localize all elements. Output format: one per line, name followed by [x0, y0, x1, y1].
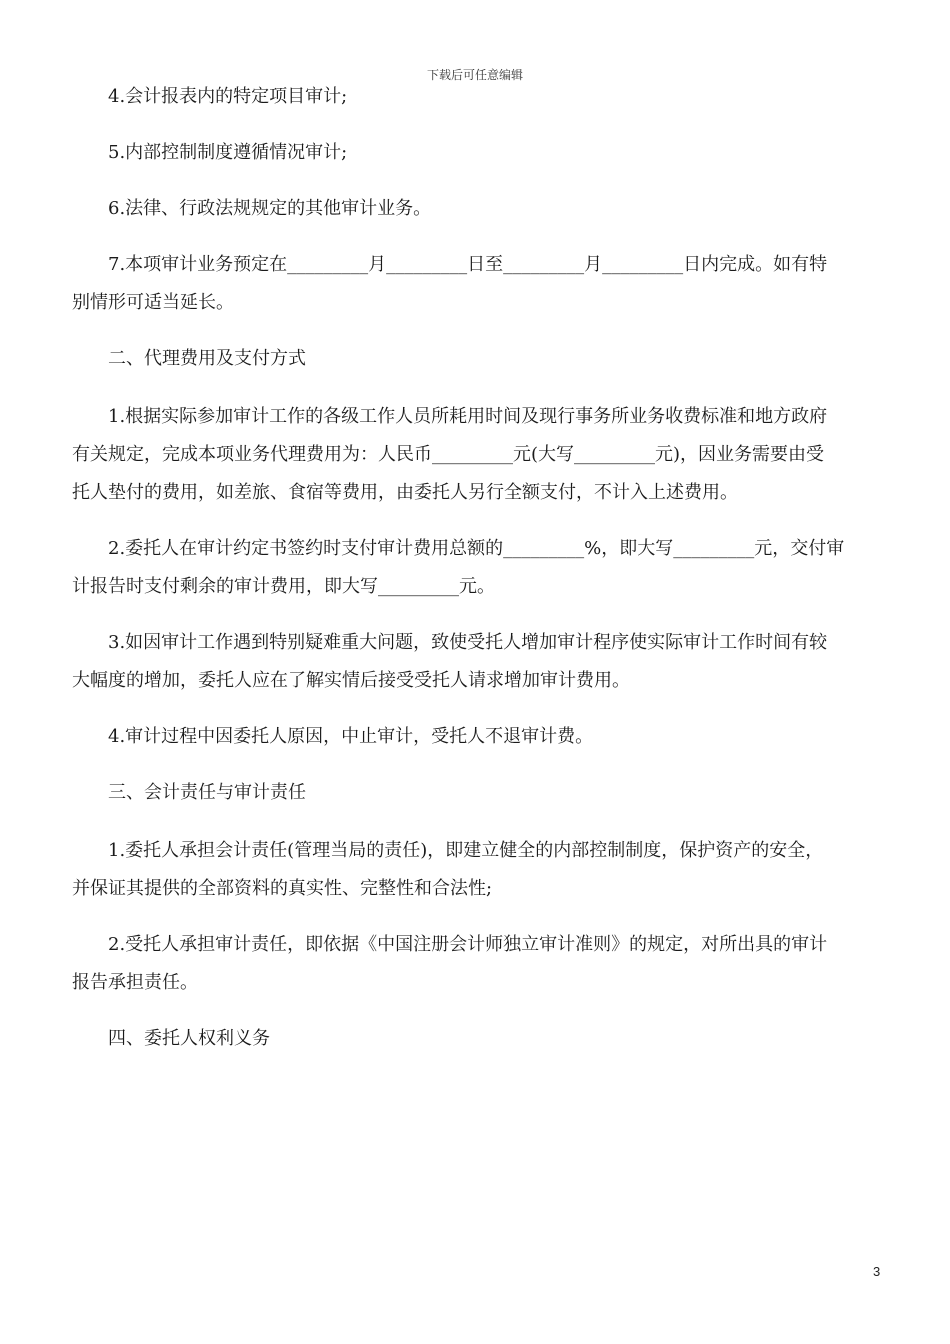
text-line: 报告承担责任。	[72, 972, 198, 993]
text-line: 2.受托人承担审计责任，即依据《中国注册会计师独立审计准则》的规定，对所出具的审计	[108, 934, 828, 955]
paragraph-fee-3	[72, 624, 882, 700]
text-line: 托人垫付的费用，如差旅、食宿等费用，由委托人另行全额支付，不计入上述费用。	[72, 482, 738, 503]
paragraph-fee-1	[72, 398, 882, 512]
section-heading-fees	[72, 340, 882, 378]
page-number: 3	[873, 1264, 881, 1279]
text-line: 6.法律、行政法规规定的其他审计业务。	[108, 198, 432, 219]
paragraph-responsibility-2	[72, 926, 882, 1002]
text-line: 3.如因审计工作遇到特别疑难重大问题，致使受托人增加审计程序使实际审计工作时间有较	[108, 632, 828, 653]
paragraph-fee-4	[72, 718, 882, 756]
text-line: 4.会计报表内的特定项目审计;	[108, 86, 348, 107]
text-line: 5.内部控制制度遵循情况审计;	[108, 142, 348, 163]
paragraph-responsibility-1	[72, 832, 882, 908]
heading-text: 四、委托人权利义务	[108, 1028, 270, 1049]
paragraph-item-4	[72, 78, 882, 116]
document-body	[72, 78, 882, 1078]
paragraph-item-7-schedule	[72, 246, 882, 322]
text-line: 2.委托人在审计约定书签约时支付审计费用总额的_________%，即大写_________元，交付审	[108, 538, 845, 559]
text-line: 1.委托人承担会计责任(管理当局的责任)，即建立健全的内部控制制度，保护资产的安全，	[108, 840, 824, 861]
paragraph-fee-2	[72, 530, 882, 606]
text-line: 4.审计过程中因委托人原因，中止审计，受托人不退审计费。	[108, 726, 594, 747]
text-line: 计报告时支付剩余的审计费用，即大写_________元。	[72, 576, 495, 597]
section-heading-responsibility	[72, 774, 882, 812]
text-line: 并保证其提供的全部资料的真实性、完整性和合法性;	[72, 878, 493, 899]
paragraph-item-5	[72, 134, 882, 172]
heading-text: 三、会计责任与审计责任	[108, 782, 306, 803]
heading-text: 二、代理费用及支付方式	[108, 348, 306, 369]
text-line: 有关规定，完成本项业务代理费用为：人民币_________元(大写_________元)，因业务需要由受	[72, 444, 825, 465]
text-line: 1.根据实际参加审计工作的各级工作人员所耗用时间及现行事务所业务收费标准和地方政府	[108, 406, 828, 427]
document-header: 下载后可任意编辑	[426, 68, 523, 82]
section-heading-client-rights	[72, 1020, 882, 1058]
paragraph-item-6	[72, 190, 882, 228]
text-line: 7.本项审计业务预定在_________月_________日至_________月_________日内完成。如有特	[108, 254, 828, 275]
text-line: 大幅度的增加，委托人应在了解实情后接受受托人请求增加审计费用。	[72, 670, 630, 691]
text-line: 别情形可适当延长。	[72, 292, 234, 313]
